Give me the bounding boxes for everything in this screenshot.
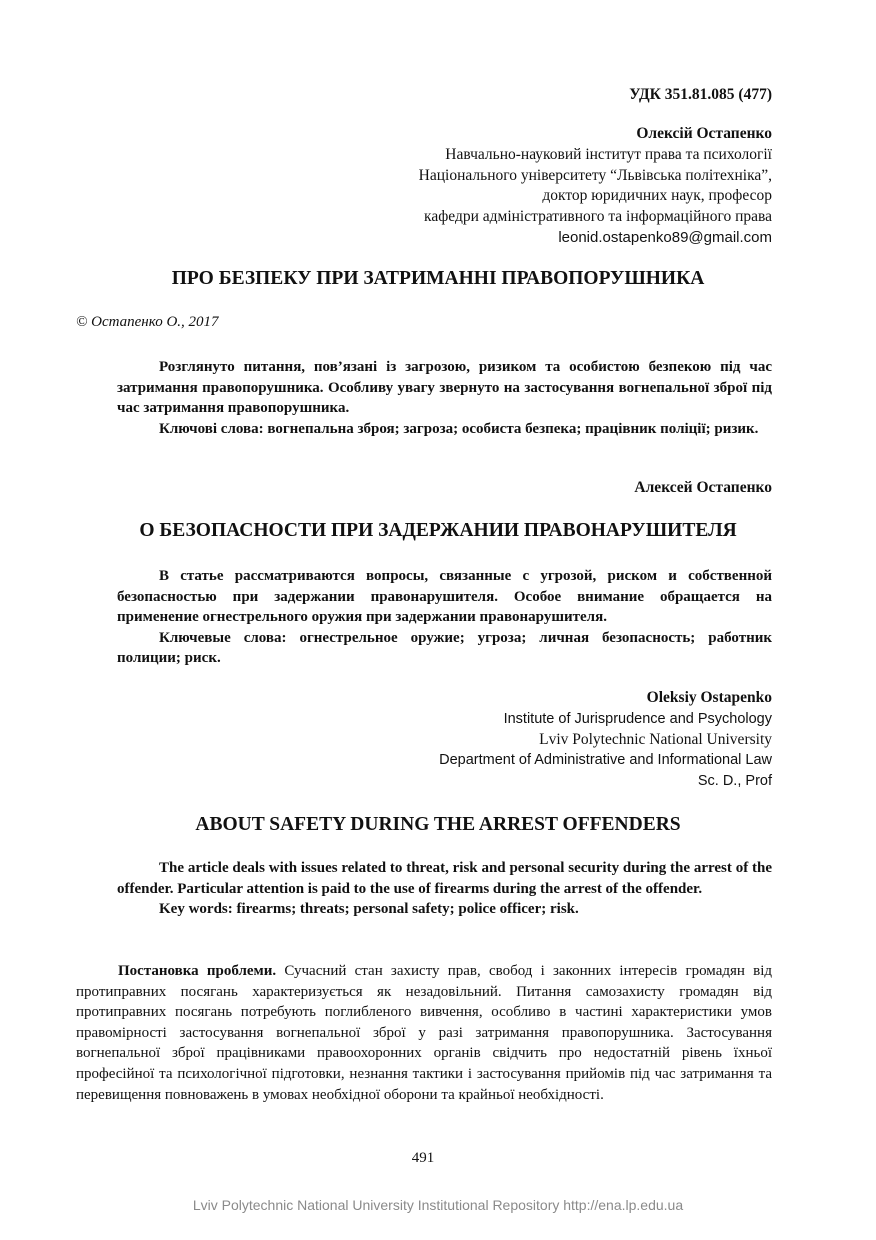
ua-keywords: Ключові слова: вогнепальна зброя; загроза; особиста безпека; працівник поліції; ризик. bbox=[159, 420, 759, 437]
en-author-block bbox=[439, 688, 772, 792]
ru-abstract-text: В статье рассматриваются вопросы, связанные с угрозой, риском и собственной безопасностью при задержании правонарушителя. Особое внимание обращается на применение огнестрельного оружия при задержании правонарушителя. bbox=[117, 568, 772, 625]
section-lead: Постановка проблеми. bbox=[118, 963, 277, 979]
en-degree: Sc. D., Prof bbox=[697, 773, 772, 790]
body-paragraph bbox=[76, 961, 772, 1105]
repository-footer: Lviv Polytechnic National University Institutional Repository http://ena.lp.edu.ua bbox=[192, 1197, 684, 1213]
ua-abstract-text: Розглянуто питання, пов’язані із загрозою, ризиком та особистою безпекою під час затримання правопорушника. Особливу увагу звернуто на застосування вогнепальної зброї під час затримання правопорушника. bbox=[117, 359, 772, 416]
body-content: Сучасний стан захисту прав, свобод і законних інтересів громадян від протиправних посягань характеризується як незадовільний. Питання самозахисту громадян від протиправних посягань потребують поглибленого вивчення, особливо в частині характеристики умов правомірності застосування вогнепальної зброї у разі затримання правопорушника. Застосування вогнепальної зброї працівниками правоохоронних органів свідчить про недостатній рівень їхньої професійної та психологічної підготовки, незнання тактики і застосування прийомів під час затримання та перевищення повноважень в умовах необхідної оборони та крайньої необхідності. bbox=[76, 963, 773, 1103]
ua-author-block bbox=[419, 124, 772, 249]
ua-affiliation-line: Навчально-науковий інститут права та психології bbox=[445, 145, 772, 163]
en-author-name: Oleksiy Ostapenko bbox=[646, 689, 772, 706]
author-email[interactable]: leonid.ostapenko89@gmail.com bbox=[558, 228, 772, 246]
en-university: Lviv Polytechnic National University bbox=[539, 730, 772, 748]
en-title: ABOUT SAFETY DURING THE ARREST OFFENDERS bbox=[195, 814, 681, 835]
ru-abstract bbox=[117, 566, 772, 669]
en-institute: Institute of Jurisprudence and Psychology bbox=[503, 710, 772, 727]
en-department: Department of Administrative and Informational Law bbox=[439, 752, 772, 769]
ua-title: ПРО БЕЗПЕКУ ПРИ ЗАТРИМАННІ ПРАВОПОРУШНИКА bbox=[171, 268, 705, 289]
en-abstract bbox=[117, 858, 772, 920]
page-number: 491 bbox=[411, 1150, 435, 1166]
ua-abstract bbox=[117, 357, 772, 439]
ua-author-name: Олексій Остапенко bbox=[636, 125, 772, 142]
ru-keywords: Ключевые слова: огнестрельное оружие; угроза; личная безопасность; работник полиции; риск. bbox=[117, 629, 772, 666]
ua-affiliation-line: доктор юридичних наук, професор bbox=[542, 187, 772, 205]
en-keywords: Key words: firearms; threats; personal safety; police officer; risk. bbox=[159, 901, 579, 917]
copyright: © Остапенко О., 2017 bbox=[76, 314, 219, 330]
udc-code: УДК 351.81.085 (477) bbox=[629, 86, 772, 103]
ua-affiliation-line: кафедри адміністративного та інформаційного права bbox=[424, 208, 772, 226]
ru-title: О БЕЗОПАСНОСТИ ПРИ ЗАДЕРЖАНИИ ПРАВОНАРУШИТЕЛЯ bbox=[139, 520, 737, 541]
ru-author-name: Алексей Остапенко bbox=[634, 479, 772, 496]
en-abstract-text: The article deals with issues related to threat, risk and personal security during the arrest of the offender. Particular attention is paid to the use of firearms during the arrest of the offender. bbox=[117, 860, 772, 897]
body-text bbox=[76, 961, 772, 1105]
ua-affiliation-line: Національного університету “Львівська політехніка”, bbox=[418, 166, 772, 184]
